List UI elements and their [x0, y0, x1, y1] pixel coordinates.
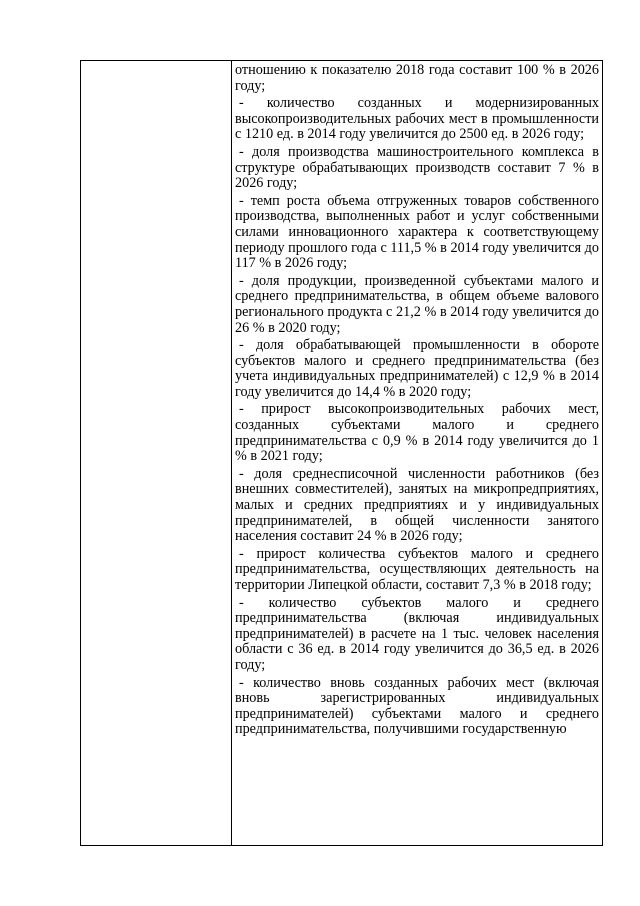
left-column-cell	[81, 61, 232, 846]
paragraph: - доля производства машиностроительного комплекса в структуре обрабатывающих производств составит 7 % в 2026 году;	[235, 143, 599, 192]
paragraph: - доля продукции, произведенной субъектами малого и среднего предпринимательства, в общем объеме валового регионального продукта с 21,2 % в 2014 году увеличится до 26 % в 2020 году;	[235, 272, 599, 336]
paragraph: отношению к показателю 2018 года составит 100 % в 2026 году;	[235, 62, 599, 94]
paragraph: - доля обрабатывающей промышленности в обороте субъектов малого и среднего предпринимательства (без учета индивидуальных предпринимателей) с 12,9 % в 2014 году увеличится до 14,4 % в 2020 году;	[235, 337, 599, 400]
paragraph: - доля среднесписочной численности работников (без внешних совместителей), занятых на микропредприятиях, малых и средних предприятиях и у индивидуальных предпринимателей, в общей численности занятого населения составит 24 % в 2026 году;	[235, 465, 599, 545]
paragraph: - прирост количества субъектов малого и среднего предпринимательства, осуществляющих деятельность на территории Липецкой области, составит 7,3 % в 2018 году;	[235, 545, 599, 593]
paragraph: - количество вновь созданных рабочих мест (включая вновь зарегистрированных индивидуальных предпринимателей) субъектами малого и среднего предпринимательства, получившими государственную	[235, 674, 599, 738]
cell-text-content	[232, 61, 602, 845]
paragraph: - количество созданных и модернизированных высокопроизводительных рабочих мест в промышленности с 1210 ед. в 2014 году увеличится до 2500 ед. в 2026 году;	[235, 95, 599, 143]
paragraph: - количество субъектов малого и среднего предпринимательства (включая индивидуальных предпринимателей) в расчете на 1 тыс. человек населения области с 36 ед. в 2014 году увеличится до 36,5 ед. в 2026 году;	[235, 594, 599, 673]
table-row	[81, 61, 603, 846]
paragraph: - прирост высокопроизводительных рабочих мест, созданных субъектами малого и среднего предпринимательства с 0,9 % в 2014 году увеличится до 1 % в 2021 году;	[235, 401, 599, 465]
paragraph: - темп роста объема отгруженных товаров собственного производства, выполненных работ и услуг собственными силами инновационного характера к соответствующему периоду прошлого года с 111,5 % в 2014 году увеличится до 117 % в 2026 году;	[235, 192, 599, 272]
right-column-cell	[232, 61, 603, 846]
document-table	[80, 60, 603, 846]
